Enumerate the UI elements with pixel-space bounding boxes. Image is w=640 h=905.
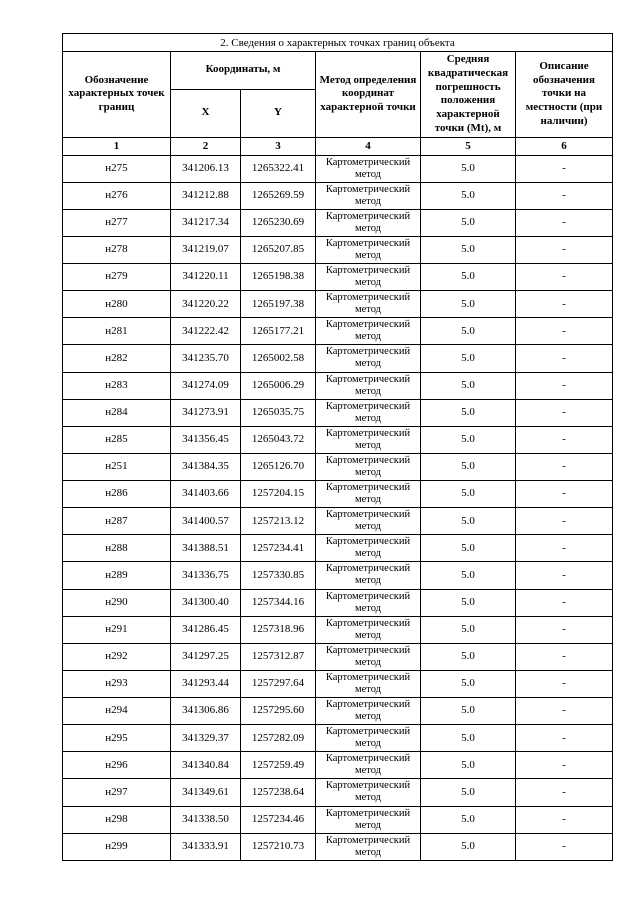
error-cell: 5.0	[421, 236, 516, 263]
method-cell: Картометрический метод	[316, 453, 421, 480]
description-cell: -	[516, 399, 613, 426]
table-row	[63, 725, 613, 752]
y-cell: 1265230.69	[241, 209, 316, 236]
header-coordinates: Координаты, м	[171, 52, 316, 90]
method-cell: Картометрический метод	[316, 209, 421, 236]
method-cell: Картометрический метод	[316, 535, 421, 562]
x-cell: 341333.91	[171, 833, 241, 860]
table-row	[63, 155, 613, 182]
y-cell: 1265006.29	[241, 372, 316, 399]
y-cell: 1265198.38	[241, 264, 316, 291]
point-cell: н251	[63, 453, 171, 480]
table-row	[63, 643, 613, 670]
table-row	[63, 833, 613, 860]
column-number-2: 2	[171, 137, 241, 155]
point-cell: н280	[63, 291, 171, 318]
description-cell: -	[516, 562, 613, 589]
description-cell: -	[516, 779, 613, 806]
header-row-1	[63, 52, 613, 90]
error-cell: 5.0	[421, 508, 516, 535]
point-cell: н283	[63, 372, 171, 399]
table-row	[63, 236, 613, 263]
table-row	[63, 372, 613, 399]
error-cell: 5.0	[421, 209, 516, 236]
method-cell: Картометрический метод	[316, 318, 421, 345]
point-cell: н294	[63, 698, 171, 725]
point-cell: н284	[63, 399, 171, 426]
description-cell: -	[516, 752, 613, 779]
error-cell: 5.0	[421, 806, 516, 833]
boundary-points-table	[62, 33, 613, 861]
table-row	[63, 209, 613, 236]
description-cell: -	[516, 453, 613, 480]
x-cell: 341293.44	[171, 670, 241, 697]
table-row	[63, 562, 613, 589]
column-number-3: 3	[241, 137, 316, 155]
point-cell: н295	[63, 725, 171, 752]
description-cell: -	[516, 291, 613, 318]
x-cell: 341217.34	[171, 209, 241, 236]
description-cell: -	[516, 806, 613, 833]
table-row	[63, 453, 613, 480]
description-cell: -	[516, 318, 613, 345]
y-cell: 1257234.46	[241, 806, 316, 833]
column-number-4: 4	[316, 137, 421, 155]
method-cell: Картометрический метод	[316, 616, 421, 643]
description-cell: -	[516, 616, 613, 643]
method-cell: Картометрический метод	[316, 698, 421, 725]
method-cell: Картометрический метод	[316, 508, 421, 535]
point-cell: н275	[63, 155, 171, 182]
y-cell: 1257344.16	[241, 589, 316, 616]
header-error: Средняя квадратическая погрешность положения характерной точки (Mt), м	[421, 52, 516, 138]
column-number-row	[63, 137, 613, 155]
method-cell: Картометрический метод	[316, 670, 421, 697]
x-cell: 341297.25	[171, 643, 241, 670]
description-cell: -	[516, 643, 613, 670]
method-cell: Картометрический метод	[316, 345, 421, 372]
x-cell: 341222.42	[171, 318, 241, 345]
method-cell: Картометрический метод	[316, 643, 421, 670]
error-cell: 5.0	[421, 535, 516, 562]
point-cell: н286	[63, 481, 171, 508]
description-cell: -	[516, 481, 613, 508]
y-cell: 1257210.73	[241, 833, 316, 860]
method-cell: Картометрический метод	[316, 725, 421, 752]
y-cell: 1257238.64	[241, 779, 316, 806]
x-cell: 341274.09	[171, 372, 241, 399]
y-cell: 1265002.58	[241, 345, 316, 372]
x-cell: 341336.75	[171, 562, 241, 589]
table-row	[63, 399, 613, 426]
description-cell: -	[516, 725, 613, 752]
table-row	[63, 318, 613, 345]
y-cell: 1257204.15	[241, 481, 316, 508]
header-point-label: Обозначение характерных точек границ	[63, 52, 171, 138]
table-row	[63, 426, 613, 453]
point-cell: н285	[63, 426, 171, 453]
point-cell: н288	[63, 535, 171, 562]
method-cell: Картометрический метод	[316, 806, 421, 833]
error-cell: 5.0	[421, 779, 516, 806]
y-cell: 1257234.41	[241, 535, 316, 562]
method-cell: Картометрический метод	[316, 155, 421, 182]
y-cell: 1257213.12	[241, 508, 316, 535]
point-cell: н293	[63, 670, 171, 697]
x-cell: 341219.07	[171, 236, 241, 263]
error-cell: 5.0	[421, 372, 516, 399]
x-cell: 341356.45	[171, 426, 241, 453]
section-title: 2. Сведения о характерных точках границ объекта	[63, 34, 613, 52]
method-cell: Картометрический метод	[316, 426, 421, 453]
y-cell: 1265197.38	[241, 291, 316, 318]
method-cell: Картометрический метод	[316, 264, 421, 291]
description-cell: -	[516, 535, 613, 562]
table-row	[63, 291, 613, 318]
y-cell: 1265035.75	[241, 399, 316, 426]
table-row	[63, 182, 613, 209]
method-cell: Картометрический метод	[316, 752, 421, 779]
description-cell: -	[516, 209, 613, 236]
description-cell: -	[516, 372, 613, 399]
method-cell: Картометрический метод	[316, 236, 421, 263]
y-cell: 1265322.41	[241, 155, 316, 182]
y-cell: 1257297.64	[241, 670, 316, 697]
error-cell: 5.0	[421, 453, 516, 480]
error-cell: 5.0	[421, 725, 516, 752]
method-cell: Картометрический метод	[316, 833, 421, 860]
error-cell: 5.0	[421, 318, 516, 345]
table-row	[63, 616, 613, 643]
y-cell: 1257295.60	[241, 698, 316, 725]
description-cell: -	[516, 698, 613, 725]
method-cell: Картометрический метод	[316, 399, 421, 426]
description-cell: -	[516, 155, 613, 182]
y-cell: 1265269.59	[241, 182, 316, 209]
x-cell: 341220.22	[171, 291, 241, 318]
method-cell: Картометрический метод	[316, 372, 421, 399]
table-row	[63, 535, 613, 562]
x-cell: 341212.88	[171, 182, 241, 209]
x-cell: 341340.84	[171, 752, 241, 779]
header-description: Описание обозначения точки на местности (при наличии)	[516, 52, 613, 138]
table-row	[63, 779, 613, 806]
x-cell: 341403.66	[171, 481, 241, 508]
point-cell: н290	[63, 589, 171, 616]
table-row	[63, 589, 613, 616]
error-cell: 5.0	[421, 589, 516, 616]
error-cell: 5.0	[421, 182, 516, 209]
y-cell: 1257318.96	[241, 616, 316, 643]
x-cell: 341206.13	[171, 155, 241, 182]
point-cell: н282	[63, 345, 171, 372]
error-cell: 5.0	[421, 698, 516, 725]
x-cell: 341286.45	[171, 616, 241, 643]
point-cell: н296	[63, 752, 171, 779]
error-cell: 5.0	[421, 264, 516, 291]
y-cell: 1265207.85	[241, 236, 316, 263]
error-cell: 5.0	[421, 670, 516, 697]
x-cell: 341384.35	[171, 453, 241, 480]
x-cell: 341349.61	[171, 779, 241, 806]
point-cell: н299	[63, 833, 171, 860]
column-number-6: 6	[516, 137, 613, 155]
point-cell: н276	[63, 182, 171, 209]
error-cell: 5.0	[421, 481, 516, 508]
point-cell: н287	[63, 508, 171, 535]
point-cell: н277	[63, 209, 171, 236]
error-cell: 5.0	[421, 562, 516, 589]
x-cell: 341306.86	[171, 698, 241, 725]
x-cell: 341235.70	[171, 345, 241, 372]
error-cell: 5.0	[421, 833, 516, 860]
point-cell: н297	[63, 779, 171, 806]
method-cell: Картометрический метод	[316, 589, 421, 616]
description-cell: -	[516, 589, 613, 616]
table-row	[63, 345, 613, 372]
table-row	[63, 508, 613, 535]
header-y: Y	[241, 89, 316, 137]
y-cell: 1265126.70	[241, 453, 316, 480]
table-row	[63, 752, 613, 779]
method-cell: Картометрический метод	[316, 562, 421, 589]
point-cell: н278	[63, 236, 171, 263]
y-cell: 1265043.72	[241, 426, 316, 453]
error-cell: 5.0	[421, 616, 516, 643]
point-cell: н279	[63, 264, 171, 291]
method-cell: Картометрический метод	[316, 182, 421, 209]
table-row	[63, 264, 613, 291]
error-cell: 5.0	[421, 643, 516, 670]
point-cell: н281	[63, 318, 171, 345]
table-row	[63, 698, 613, 725]
column-number-1: 1	[63, 137, 171, 155]
description-cell: -	[516, 264, 613, 291]
x-cell: 341388.51	[171, 535, 241, 562]
description-cell: -	[516, 426, 613, 453]
column-number-5: 5	[421, 137, 516, 155]
point-cell: н291	[63, 616, 171, 643]
table-body	[63, 155, 613, 860]
table-row	[63, 481, 613, 508]
error-cell: 5.0	[421, 752, 516, 779]
method-cell: Картометрический метод	[316, 481, 421, 508]
description-cell: -	[516, 670, 613, 697]
description-cell: -	[516, 345, 613, 372]
section-title-row	[63, 34, 613, 52]
x-cell: 341400.57	[171, 508, 241, 535]
error-cell: 5.0	[421, 291, 516, 318]
table-row	[63, 806, 613, 833]
y-cell: 1257330.85	[241, 562, 316, 589]
method-cell: Картометрический метод	[316, 291, 421, 318]
error-cell: 5.0	[421, 399, 516, 426]
point-cell: н298	[63, 806, 171, 833]
error-cell: 5.0	[421, 426, 516, 453]
header-method: Метод определения координат характерной точки	[316, 52, 421, 138]
x-cell: 341273.91	[171, 399, 241, 426]
header-x: X	[171, 89, 241, 137]
description-cell: -	[516, 182, 613, 209]
method-cell: Картометрический метод	[316, 779, 421, 806]
description-cell: -	[516, 833, 613, 860]
x-cell: 341338.50	[171, 806, 241, 833]
point-cell: н289	[63, 562, 171, 589]
x-cell: 341329.37	[171, 725, 241, 752]
error-cell: 5.0	[421, 155, 516, 182]
y-cell: 1257312.87	[241, 643, 316, 670]
error-cell: 5.0	[421, 345, 516, 372]
table-row	[63, 670, 613, 697]
y-cell: 1257259.49	[241, 752, 316, 779]
description-cell: -	[516, 508, 613, 535]
y-cell: 1265177.21	[241, 318, 316, 345]
description-cell: -	[516, 236, 613, 263]
x-cell: 341300.40	[171, 589, 241, 616]
point-cell: н292	[63, 643, 171, 670]
y-cell: 1257282.09	[241, 725, 316, 752]
x-cell: 341220.11	[171, 264, 241, 291]
